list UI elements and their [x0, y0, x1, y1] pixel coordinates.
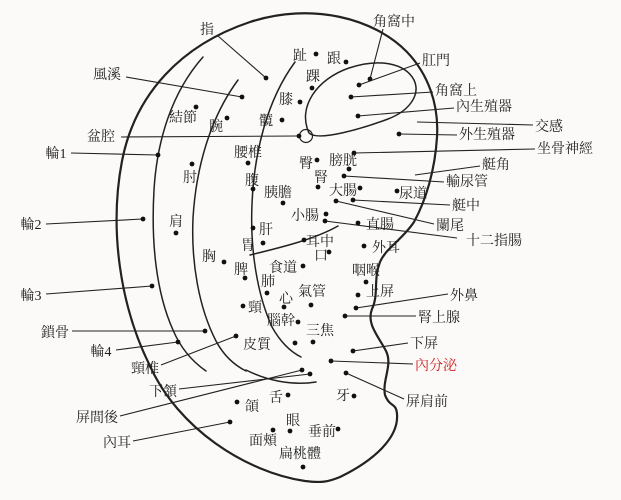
leader-line — [116, 342, 178, 350]
leader-line — [417, 122, 533, 125]
acupoint-dot — [356, 293, 361, 298]
acupoint-label: 輸尿管 — [446, 175, 488, 190]
acupoint-label: 內生殖器 — [456, 100, 512, 115]
acupoint-label: 上屏 — [366, 285, 394, 300]
acupoint-dot — [301, 465, 306, 470]
acupoint-dot — [356, 221, 361, 226]
acupoint-dot — [323, 219, 328, 224]
acupoint-dot — [240, 95, 245, 100]
acupoint-label: 肛門 — [422, 54, 450, 69]
acupoint-dot — [293, 341, 298, 346]
acupoint-label: 輪2 — [20, 218, 42, 233]
acupoint-dot — [358, 186, 363, 191]
acupoint-label: 艇角 — [482, 158, 510, 173]
leader-line — [353, 343, 408, 351]
acupoint-dot — [261, 241, 266, 246]
acupoint-dot — [190, 162, 195, 167]
leader-line — [133, 422, 230, 441]
acupoint-dot — [228, 420, 233, 425]
acupoint-dot — [280, 118, 285, 123]
acupoint-label: 腰椎 — [234, 146, 262, 161]
acupoint-dot — [194, 105, 199, 110]
acupoint-dot — [357, 83, 362, 88]
triangular-fossa-loop — [305, 63, 416, 136]
acupoint-label: 屏間後 — [76, 411, 118, 426]
acupoint-label: 垂前 — [308, 425, 336, 440]
acupoint-dot — [296, 320, 301, 325]
acupoint-label: 食道 — [269, 261, 297, 276]
acupoint-label: 結節 — [169, 111, 197, 126]
acupoint-dot — [354, 306, 359, 311]
acupoint-dot — [176, 340, 181, 345]
acupoint-label: 臀 — [299, 157, 313, 172]
acupoint-label: 牙 — [336, 389, 350, 404]
acupoint-label: 跟 — [327, 52, 341, 67]
leader-line — [46, 219, 143, 224]
acupoint-dot — [246, 161, 251, 166]
acupoint-label: 輪4 — [90, 345, 112, 360]
acupoint-label: 屏肩前 — [406, 395, 448, 410]
acupoint-label: 面頰 — [249, 434, 277, 449]
acupoint-dot — [241, 304, 246, 309]
acupoint-label: 風溪 — [93, 68, 121, 83]
acupoint-label: 眼 — [286, 414, 300, 429]
acupoint-dot — [251, 226, 256, 231]
leader-line — [161, 336, 236, 365]
acupoint-dot — [344, 60, 349, 65]
acupoint-dot — [397, 132, 402, 137]
acupoint-label: 頜 — [245, 400, 259, 415]
leader-line — [354, 149, 535, 153]
acupoint-dot — [308, 372, 313, 377]
leader-line — [71, 153, 158, 155]
acupoint-label: 腕 — [209, 120, 223, 135]
acupoint-label: 腎上腺 — [418, 311, 460, 326]
acupoint-dot — [356, 114, 361, 119]
acupoint-dot — [298, 100, 303, 105]
acupoint-dot — [286, 393, 291, 398]
acupoint-dot — [324, 212, 329, 217]
acupoint-label: 舌 — [269, 391, 283, 406]
acupoint-label: 頸椎 — [131, 362, 159, 377]
acupoint-label: 口 — [314, 249, 328, 264]
leader-line — [399, 134, 457, 135]
acupoint-label: 鎖骨 — [41, 326, 69, 341]
acupoint-dot — [364, 280, 369, 285]
acupoint-label: 小腸 — [291, 209, 319, 224]
acupoint-dot — [362, 244, 367, 249]
acupoint-dot — [351, 349, 356, 354]
acupoint-dot — [315, 158, 320, 163]
acupoint-dot — [235, 400, 240, 405]
acupoint-dot — [329, 359, 334, 364]
acupoint-dot — [203, 329, 208, 334]
acupoint-label: 脾 — [234, 263, 248, 278]
leader-line — [415, 166, 480, 175]
acupoint-label: 胰膽 — [264, 186, 292, 201]
leader-line — [370, 29, 383, 79]
acupoint-dot — [310, 86, 315, 91]
acupoint-label: 胸 — [202, 250, 216, 265]
acupoint-label: 皮質 — [243, 338, 271, 353]
acupoint-label: 交感 — [535, 120, 563, 135]
acupoint-dot — [314, 52, 319, 57]
acupoint-label: 下屏 — [410, 337, 438, 352]
leader-line — [126, 77, 242, 97]
leader-line — [344, 176, 444, 182]
leader-line — [179, 374, 310, 389]
acupoint-dot — [234, 334, 239, 339]
acupoint-label: 闌尾 — [436, 219, 464, 234]
acupoint-dot — [264, 76, 269, 81]
acupoint-label: 輪3 — [20, 289, 42, 304]
leader-line — [218, 36, 266, 78]
acupoint-dot — [288, 429, 293, 434]
acupoint-label: 輪1 — [45, 147, 67, 162]
acupoint-label: 膀胱 — [329, 154, 357, 169]
acupoint-dot — [222, 260, 227, 265]
acupoint-dot — [301, 264, 306, 269]
acupoint-label: 胃 — [241, 239, 255, 254]
helix-inner-line — [153, 57, 206, 371]
acupoint-dot — [271, 428, 276, 433]
acupoint-label: 外生殖器 — [459, 128, 515, 143]
acupoint-dot — [174, 231, 179, 236]
acupoint-dot — [349, 95, 354, 100]
acupoint-label: 腹 — [245, 174, 259, 189]
acupoint-label: 角窩上 — [435, 84, 477, 99]
acupoint-dot — [150, 284, 155, 289]
acupoint-dot — [309, 303, 314, 308]
acupoint-label: 頸 — [248, 301, 262, 316]
leader-line — [351, 92, 433, 97]
acupoint-label: 肝 — [259, 223, 273, 238]
acupoint-label: 內耳 — [103, 436, 131, 451]
acupoint-label: 指 — [200, 23, 214, 38]
acupoint-label: 氣管 — [298, 285, 326, 300]
acupoint-dot — [334, 199, 339, 204]
acupoint-label: 內分泌 — [415, 359, 457, 374]
acupoint-label: 踝 — [306, 70, 320, 85]
acupoint-label: 耳中 — [306, 235, 334, 250]
acupoint-dot — [311, 340, 316, 345]
acupoint-label: 外耳 — [372, 241, 400, 256]
acupoint-dot — [300, 368, 305, 373]
leader-line — [121, 136, 299, 137]
leader-line — [331, 361, 413, 364]
acupoint-label: 肩 — [169, 215, 183, 230]
acupoint-label: 腎 — [314, 171, 328, 186]
acupoint-label: 外鼻 — [450, 289, 478, 304]
acupoint-dot — [336, 427, 341, 432]
acupoint-label: 肺 — [261, 275, 275, 290]
acupoint-label: 盆腔 — [87, 130, 115, 145]
pelvic-cavity-ring — [300, 130, 313, 143]
acupoint-label: 扁桃體 — [279, 447, 321, 462]
acupoint-label: 髖 — [259, 114, 273, 129]
acupoint-label: 咽喉 — [352, 264, 380, 279]
acupoint-label: 角窩中 — [373, 15, 415, 30]
acupoint-label: 大腸 — [329, 184, 357, 199]
acupoint-dot — [343, 314, 348, 319]
acupoint-label: 肘 — [183, 171, 197, 186]
acupoint-dot — [281, 201, 286, 206]
acupoint-label: 艇中 — [452, 199, 480, 214]
acupoint-dot — [141, 217, 146, 222]
acupoint-dot — [225, 116, 230, 121]
acupoint-label: 直腸 — [366, 218, 394, 233]
acupoint-label: 腦幹 — [267, 314, 295, 329]
acupoint-label: 三焦 — [306, 324, 334, 339]
acupoint-label: 趾 — [293, 49, 307, 64]
acupoint-label: 尿道 — [399, 187, 427, 202]
acupoint-label: 膝 — [279, 93, 293, 108]
leader-line — [359, 63, 420, 85]
acupoint-dot — [344, 371, 349, 376]
acupoint-dot — [352, 394, 357, 399]
acupoint-label: 心 — [279, 292, 293, 307]
acupoint-label: 坐骨神經 — [537, 142, 593, 157]
acupoint-dot — [156, 153, 161, 158]
acupoint-label: 十二指腸 — [466, 234, 522, 249]
acupoint-dot — [297, 134, 302, 139]
acupoint-label: 下頷 — [149, 385, 177, 400]
leader-line — [46, 286, 152, 294]
acupoint-dot — [342, 174, 347, 179]
acupoint-dot — [265, 291, 270, 296]
